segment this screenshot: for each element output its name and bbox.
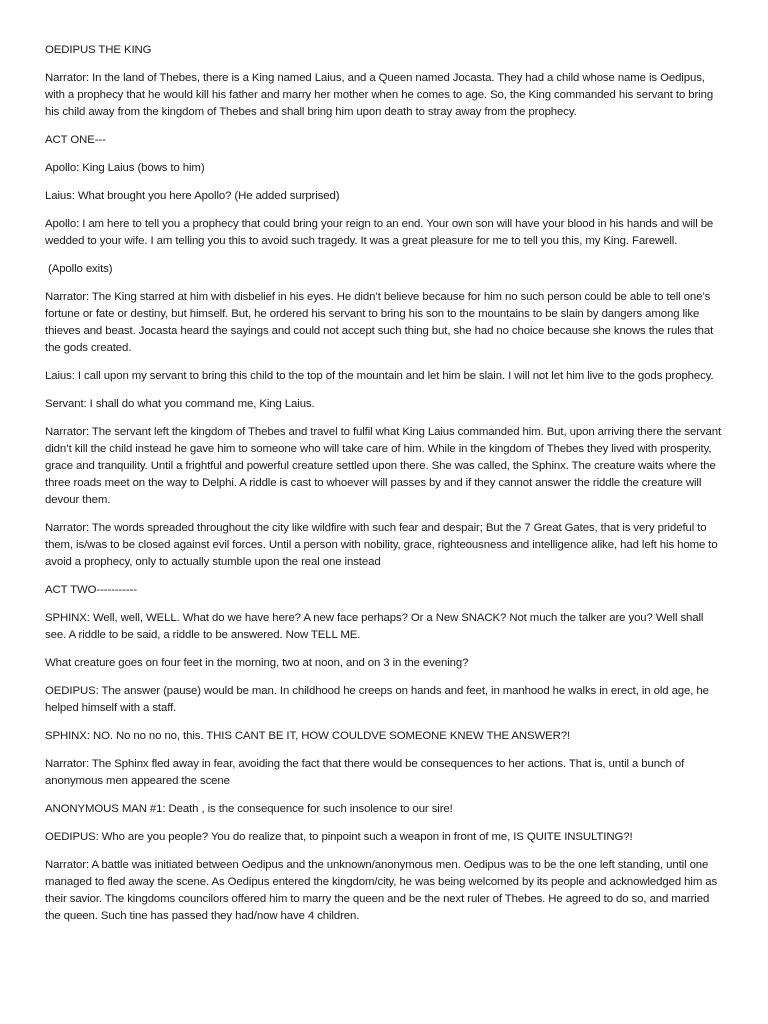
paragraph-riddle: What creature goes on four feet in the morning, two at noon, and on 3 in the evening? [45,657,469,669]
paragraph-narrator-battle: Narrator: A battle was initiated between Oedipus and the unknown/anonymous men. Oedipus was to be the one left standing, until one managed to fled away the scene. As Oedipus entered the kingdom/city, he was being welcomed by its people and acknowledged him as their savior. The kingdoms councilors offered him to marry the queen and be the next ruler of Thebes. He agreed to do so, and married the queen. Such tine has passed they had/now have 4 children. [45,859,718,922]
paragraph-servant-reply: Servant: I shall do what you command me, King Laius. [45,398,315,410]
paragraph-narrator-disbelief: Narrator: The King starred at him with disbelief in his eyes. He didn’t believe because for him no such person could be able to tell one’s fortune or fate or destiny, but himself. But, he ordered his servant to bring his son to the mountains to be slain by dangers among like thieves and beast. Jocasta heard the sayings and could not accept such thing but, she had no choice because she knows the rules that the gods created. [45,291,714,354]
paragraph-laius-command: Laius: I call upon my servant to bring this child to the top of the mountain and let him be slain. I will not let him live to the gods prophecy. [45,370,714,382]
paragraph-narrator-sphinx: Narrator: The servant left the kingdom of Thebes and travel to fulfil what King Laius commanded him. But, upon arriving there the servant didn’t kill the child instead he gave him to someone who will take care of him. While in the kingdom of Thebes they lived with prosperity, grace and tranquility. Until a frightful and powerful creature settled upon there. She was called, the Sphinx. The creature waits where the three roads meet on the way to Delphi. A riddle is cast to whoever will passes by and if they cannot answer the riddle the creature will devour them. [45,426,722,506]
paragraph-sphinx-greeting: SPHINX: Well, well, WELL. What do we have here? A new face perhaps? Or a New SNACK? Not much the talker are you? Well shall see. A riddle to be said, a riddle to be answered. Now TELL ME. [45,612,704,641]
paragraph-oedipus-answer: OEDIPUS: The answer (pause) would be man. In childhood he creeps on hands and feet, in manhood he walks in erect, in old age, he helped himself with a staff. [45,685,709,714]
paragraph-narrator-gates: Narrator: The words spreaded throughout the city like wildfire with such fear and despair; But the 7 Great Gates, that is very prideful to them, is/was to be closed against evil forces. Until a person with nobility, grace, righteousness and intelligence alike, had left his home to avoid a prophecy, only to actually stumble upon the real one instead [45,522,718,568]
document-title: OEDIPUS THE KING [45,44,152,56]
paragraph-narrator-intro: Narrator: In the land of Thebes, there is a King named Laius, and a Queen named Jocasta. They had a child whose name is Oedipus, with a prophecy that he would kill his father and marry her mother when he comes to age. So, the King commanded his servant to bring his child away from the kingdom of Thebes and shall bring him upon death to stray away from the prophecy. [45,72,714,118]
act-one-heading: ACT ONE--- [45,134,106,146]
paragraph-sphinx-reaction: SPHINX: NO. No no no no, this. THIS CANT BE IT, HOW COULDVE SOMEONE KNEW THE ANSWER?! [45,730,571,742]
paragraph-oedipus-insulted: OEDIPUS: Who are you people? You do realize that, to pinpoint such a weapon in front of me, IS QUITE INSULTING?! [45,831,633,843]
paragraph-anonymous-man: ANONYMOUS MAN #1: Death , is the consequence for such insolence to our sire! [45,803,453,815]
paragraph-apollo-bows: Apollo: King Laius (bows to him) [45,162,205,174]
paragraph-narrator-sphinx-fled: Narrator: The Sphinx fled away in fear, avoiding the fact that there would be consequences to her actions. That is, until a bunch of anonymous men appeared the scene [45,758,685,787]
paragraph-laius-question: Laius: What brought you here Apollo? (He added surprised) [45,190,340,202]
paragraph-apollo-prophecy: Apollo: I am here to tell you a prophecy that could bring your reign to an end. Your own son will have your blood in his hands and will be wedded to your wife. I am telling you this to avoid such tragedy. It was a great pleasure for me to tell you this, my King. Farewell. [45,218,714,247]
act-two-heading: ACT TWO----------- [45,584,138,596]
stage-direction-apollo-exits: (Apollo exits) [48,263,113,275]
document-page [45,42,725,936]
